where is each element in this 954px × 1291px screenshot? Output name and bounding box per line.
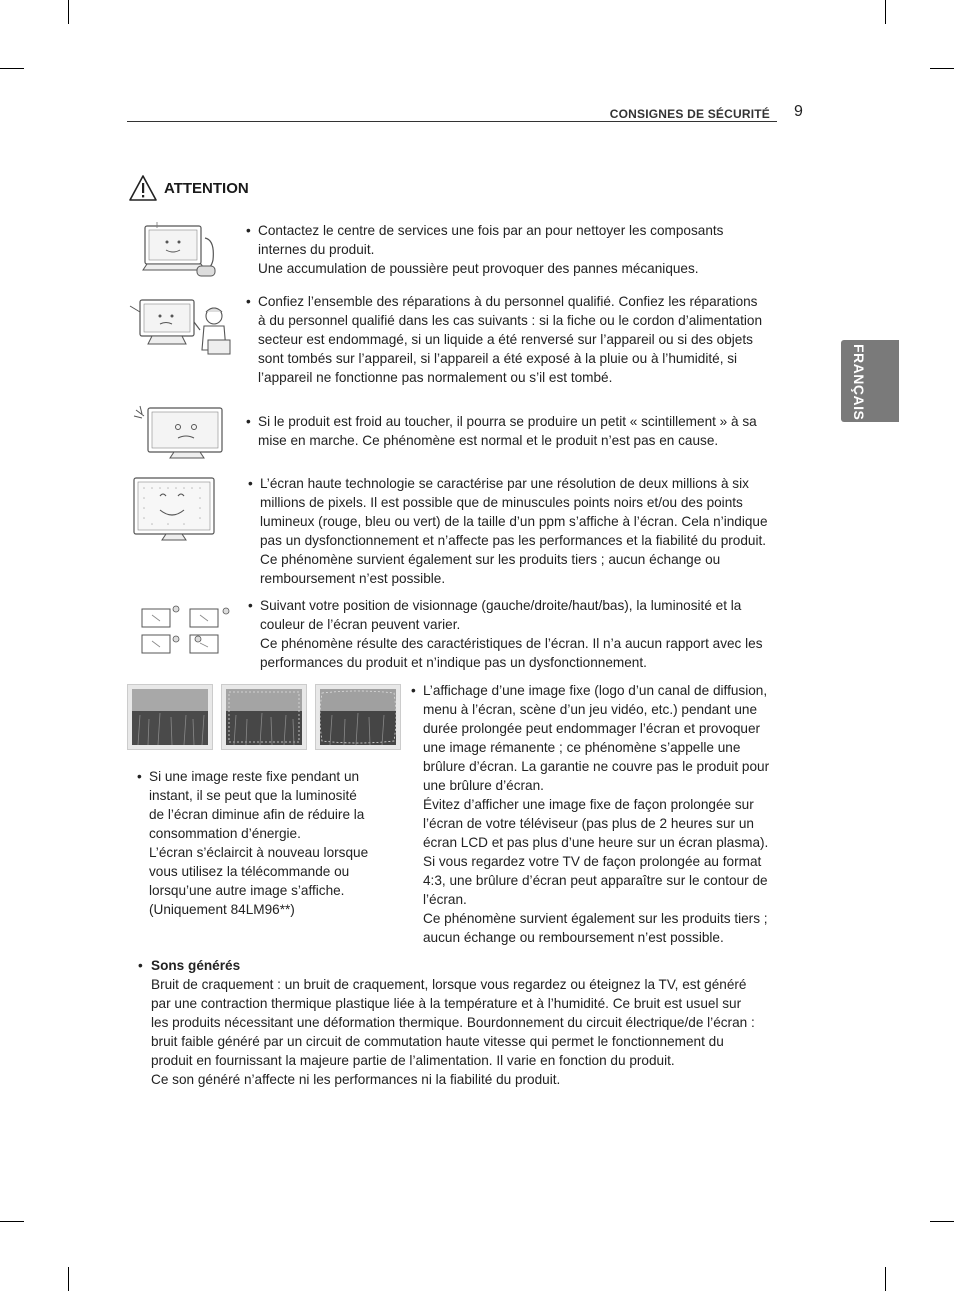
tv-vacuum-icon (135, 220, 227, 280)
crop-mark (68, 0, 69, 24)
generated-sounds-text: Bruit de craquement : un bruit de craquement, lorsque vous regardez ou éteignez la TV, est généré par une contraction thermique plastique liée à la température et à l’humidité. Ce bruit est usuel sur les produits nécessitant une déformation thermique. Bourdonnement du circuit électrique/de l’écran : bruit faible généré par un circuit de commutation haute vitesse qui permet le fonctionnement du produit en fournissant la majeure partie de l’alimentation. Il varie en fonction du produit. Ce son généré n’affecte ni les performances ni la fiabilité du produit. (151, 977, 755, 1087)
bullet: • (138, 958, 143, 973)
safety-item (411, 681, 803, 947)
bullet: • (248, 598, 253, 613)
tv-viewing-angle-icon (136, 603, 232, 659)
safety-item-text: L’écran haute technologie se caractérise par une résolution de deux millions à six millions de pixels. Il est possible que de minuscules points noirs et/ou des points lumineux (rouge, bleu ou vert) de la taille d’un ppm s’affiche à l’écran. Cela n’indique pas un dysfonctionnement et n’affecte pas les performances et la fiabilité du produit. Ce phénomène survient également sur les produits tiers ; aucun échange ou remboursement n’est possible. (260, 476, 768, 586)
safety-item-text: L’affichage d’une image fixe (logo d’un canal de diffusion, menu à l’écran, scène d’un jeu vidéo, etc.) pendant une durée prolongée peut endommager l’écran et provoquer une image rémanente ; ce phénomène s’appelle une brûlure d’écran. La garantie ne couvre pas le produit pour une brûlure d’écran. Évitez d’afficher une image fixe de façon prolongée sur l’écran de votre téléviseur (pas plus de 2 heures sur un écran LCD et pas plus d’une heure sur un écran plasma). Si vous regardez votre TV de façon prolongée au format 4:3, une brûlure d’écran peut apparaître sur le contour de l’écran. Ce phénomène survient également sur les produits tiers ; aucun échange ou remboursement n’est possible. (423, 683, 770, 945)
safety-item (246, 221, 798, 278)
safety-item-text: Confiez l’ensemble des réparations à du personnel qualifié. Confiez les réparations à du personnel qualifié dans les cas suivants : si la fiche ou le cordon d’alimentation secteur est endommagé, si un liquide a été renversé sur l’appareil ou si des objets sont tombés sur l’appareil, si l’appareil a été exposé à la pluie ou à l’humidité, si l’appareil ne fonctionne pas normalement ou s’il est tombé. (258, 294, 763, 385)
tv-repairman-icon (126, 292, 238, 364)
safety-item (248, 474, 800, 588)
safety-item (246, 292, 798, 387)
crop-mark (68, 1267, 69, 1291)
generated-sounds-section (138, 956, 791, 1089)
header-divider (127, 121, 777, 122)
screen-image-photo (127, 684, 213, 750)
bullet: • (411, 683, 416, 698)
safety-item-text: Suivant votre position de visionnage (gauche/droite/haut/bas), la luminosité et la couleur de l’écran peuvent varier. Ce phénomène résulte des caractéristiques de l’écran. Il n’a aucun rapport avec les performances du produit et n’indique pas un dysfonctionnement. (260, 598, 763, 670)
safety-item (137, 767, 399, 919)
screen-image-photo (221, 684, 307, 750)
section-title: CONSIGNES DE SÉCURITÉ (609, 107, 770, 121)
crop-mark (0, 68, 24, 69)
safety-item-text: Contactez le centre de services une fois par an pour nettoyer les composants internes du produit. Une accumulation de poussière peut provoquer des pannes mécaniques. (258, 223, 724, 276)
bullet: • (248, 476, 253, 491)
tv-pixels-icon (132, 476, 216, 546)
warning-triangle-icon (128, 174, 158, 202)
bullet: • (137, 769, 142, 784)
attention-heading (128, 174, 249, 202)
screen-image-photo (315, 684, 401, 750)
crop-mark (885, 1267, 886, 1291)
page-number: 9 (794, 103, 803, 120)
tv-cold-icon (130, 400, 230, 462)
safety-item-text: Si le produit est froid au toucher, il pourra se produire un petit « scintillement » à sa mise en marche. Ce phénomène est normal et le produit n’est pas en cause. (258, 414, 757, 448)
crop-mark (930, 1221, 954, 1222)
safety-item (246, 412, 798, 450)
bullet: • (246, 294, 251, 309)
bullet: • (246, 414, 251, 429)
language-tab (841, 340, 899, 422)
crop-mark (885, 0, 886, 24)
language-tab-label: FRANÇAIS (851, 344, 867, 421)
safety-item (248, 596, 800, 672)
bullet: • (246, 223, 251, 238)
crop-mark (0, 1221, 24, 1222)
attention-label: ATTENTION (164, 179, 249, 197)
safety-item-text: Si une image reste fixe pendant un instant, il se peut que la luminosité de l’écran diminue afin de réduire la consommation d’énergie. L’écran s’éclaircit à nouveau lorsque vous utilisez la télécommande ou lorsqu’une autre image s’affiche. (Uniquement 84LM96**) (149, 769, 369, 917)
crop-mark (930, 68, 954, 69)
generated-sounds-title: Sons générés (151, 958, 241, 973)
